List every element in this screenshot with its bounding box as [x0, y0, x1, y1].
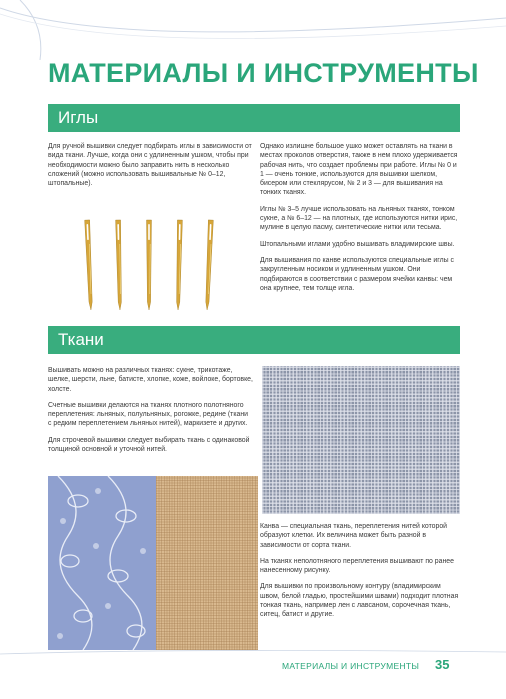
paragraph: Иглы № 3–5 лучше использовать на льняных тканях, тонком сукне, а № 6–12 — на плотных, где используются нитки ирис, мулине в целую пасму, синтетические нитки или тесьма. — [260, 205, 458, 232]
lace-pattern — [48, 476, 156, 650]
section-bar-fabrics — [48, 326, 460, 354]
paragraph: Вышивать можно на различных тканях: сукне, трикотаже, шелке, шерсти, льне, батисте, хлопке, коже, войлоке, бортовке, холсте. — [48, 367, 253, 393]
lace-and-burlap-photo — [48, 476, 258, 650]
needles-left-text — [48, 142, 253, 195]
paragraph: Для вышивания по канве используются специальные иглы с закругленным носиком и удлиненным ушком. Они подбираются в соответствии с размером ячейки канвы: чем она крупнее, тем толще игла. — [260, 256, 454, 292]
page-title: МАТЕРИАЛЫ И ИНСТРУМЕНТЫ — [48, 58, 479, 88]
needle-icon — [116, 220, 123, 310]
paragraph: Канва — специальная ткань, переплетения нитей которой образуют клетки. Их величина может быть разной в зависимости от сорта ткани. — [260, 523, 448, 549]
paragraph: Счетные вышивки делаются на тканях плотного полотняного переплетения: льняных, полульняных, рогожке, редине (ткани с редким переплетением льняных нитей), маркизете и других. — [48, 401, 248, 428]
needle-icon — [147, 220, 152, 310]
canvas-fabric-photo — [262, 366, 460, 514]
fabrics-right-text — [260, 522, 460, 627]
paragraph: На тканях неполотняного переплетения вышивают по ранее нанесенному рисунку. — [260, 557, 454, 575]
paragraph: Штопальными иглами удобно вышивать владимирские швы. — [260, 240, 455, 248]
page-number: 35 — [435, 657, 450, 672]
section-heading-fabrics: Ткани — [58, 330, 104, 349]
needle-icon — [176, 220, 183, 310]
paragraph: Однако излишне большое ушко может оставлять на ткани в местах проколов отверстия, также в нем плохо удерживается рабочая нить, что создает проблемы при работе. Иглы № 0 и 1 — очень тонкие, используются для вышивки шелком, бисером или стеклярусом, № 2 и 3 — для вышивания на тонких тканях. — [260, 143, 458, 197]
section-heading-needles: Иглы — [58, 108, 99, 127]
paragraph: Для вышивки по произвольному контуру (владимирским швом, белой гладью, простейшими швами) подходит плотная тонкая ткань, например лен с лавсаном, сорочечная ткань, ситец, батист и другие. — [260, 583, 459, 619]
section-bar-needles — [48, 104, 460, 132]
paragraph: Для строчевой вышивки следует выбирать ткань с одинаковой толщиной основной и уточной нитей. — [48, 436, 250, 454]
needles-photo — [75, 214, 235, 312]
needles-illustration — [75, 214, 235, 312]
paragraph: Для ручной вышивки следует подбирать иглы в зависимости от вида ткани. Лучше, когда они с удлиненным ушком, чтобы при необходимости можно было заправить нить в несколько сложений (можно использовать вышивальные № 0–12, штопальные). — [48, 143, 252, 188]
lace-fabric — [48, 476, 156, 650]
header-swoosh — [0, 0, 506, 60]
footer-section-label: МАТЕРИАЛЫ И ИНСТРУМЕНТЫ — [282, 661, 420, 671]
needle-icon — [85, 220, 94, 310]
footer-swoosh — [0, 648, 506, 699]
needles-right-text — [260, 142, 460, 300]
needle-icon — [205, 220, 214, 310]
linen-fabric — [156, 476, 258, 650]
fabrics-left-text — [48, 366, 253, 461]
